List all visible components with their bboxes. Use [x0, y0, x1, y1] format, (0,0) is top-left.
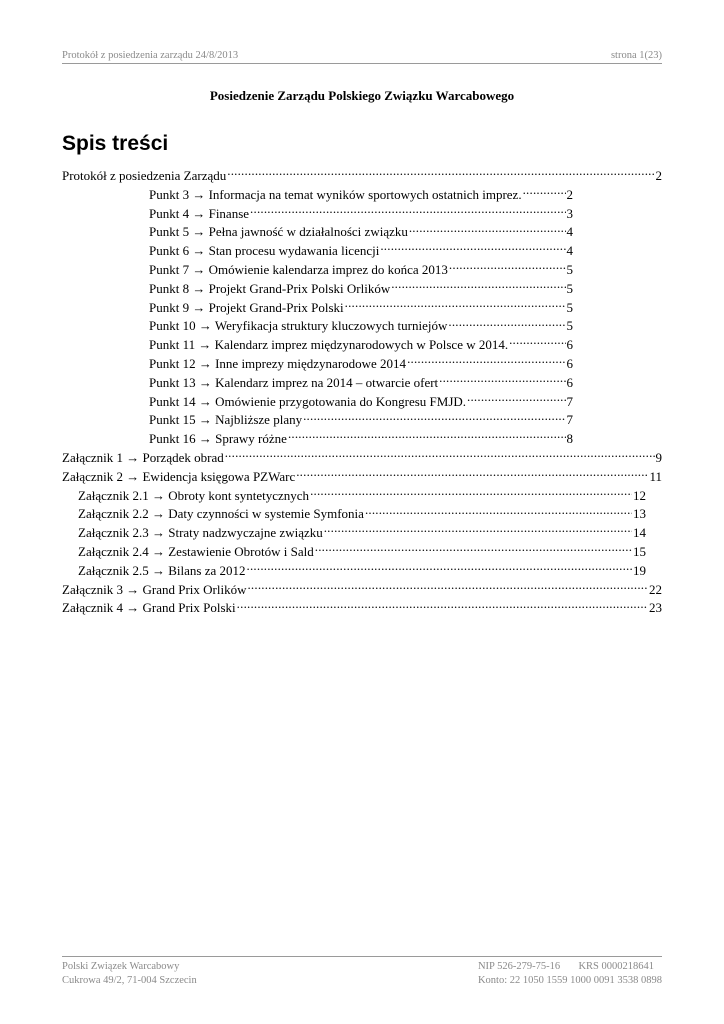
toc-entry-page: 2 — [655, 168, 662, 183]
toc-leader-dots — [303, 410, 565, 424]
toc-entry-page: 15 — [633, 543, 646, 559]
toc-entry[interactable] — [62, 316, 573, 335]
toc-entry-text: Załącznik 4 → Grand Prix Polski — [62, 600, 236, 616]
toc-entry[interactable] — [62, 392, 573, 411]
toc-entry-text: Załącznik 1 → Porządek obrad — [62, 449, 224, 465]
toc-leader-dots — [315, 542, 632, 556]
toc-entry-page: 23 — [649, 600, 662, 616]
toc-entry[interactable] — [62, 429, 573, 448]
toc-entry-page: 12 — [633, 487, 646, 503]
toc-entry-page: 13 — [633, 506, 646, 522]
page-header — [62, 50, 662, 64]
toc-entry-text: Załącznik 3 → Grand Prix Orlików — [62, 581, 247, 597]
toc-entry[interactable] — [62, 185, 573, 204]
page-footer — [62, 956, 662, 988]
toc-entry-text: Załącznik 2.1 → Obroty kont syntetycznych — [78, 487, 310, 503]
toc-leader-dots — [449, 260, 566, 274]
toc-entry[interactable] — [62, 260, 573, 279]
toc-entry-text: Punkt 16 → Sprawy różne — [149, 431, 287, 447]
toc-entry-page: 5 — [566, 318, 573, 334]
toc-entry[interactable] — [62, 542, 646, 561]
toc-entry[interactable] — [62, 166, 662, 185]
toc-leader-dots — [467, 392, 565, 406]
toc-entry-page: 19 — [633, 562, 646, 578]
toc-leader-dots — [448, 316, 565, 330]
toc-entry-page: 14 — [633, 525, 646, 541]
header-document-title: Protokół z posiedzenia zarządu 24/8/2013 — [62, 50, 239, 61]
toc-entry-text: Punkt 13 → Kalendarz imprez na 2014 – otwarcie ofert — [149, 374, 439, 390]
toc-leader-dots — [296, 467, 648, 481]
toc-entry-page: 4 — [566, 224, 573, 240]
toc-entry-text: Punkt 15 → Najbliższe plany — [149, 412, 303, 428]
toc-entry-text: Punkt 8 → Projekt Grand-Prix Polski Orlików — [149, 280, 391, 296]
toc-entry[interactable] — [62, 298, 573, 317]
toc-leader-dots — [227, 166, 654, 180]
toc-entry-text: Punkt 11 → Kalendarz imprez międzynarodowych w Polsce w 2014. — [149, 337, 509, 353]
toc-entry-text: Punkt 4 → Finanse — [149, 205, 250, 221]
toc-entry-page: 11 — [649, 468, 662, 484]
toc-entry-page: 6 — [566, 374, 573, 390]
toc-entry[interactable] — [62, 467, 662, 486]
toc-leader-dots — [407, 354, 565, 368]
toc-entry[interactable] — [62, 410, 573, 429]
toc-entry[interactable] — [62, 373, 573, 392]
toc-entry-page: 22 — [649, 581, 662, 597]
toc-heading: Spis treści — [62, 132, 169, 155]
footer-bank-account: Konto: 22 1050 1559 1000 0091 3538 0898 — [477, 975, 662, 986]
toc-entry-text: Punkt 10 → Weryfikacja struktury kluczowych turniejów — [149, 318, 448, 334]
toc-leader-dots — [247, 561, 632, 575]
toc-entry-text: Załącznik 2.4 → Zestawienie Obrotów i Sald — [78, 543, 314, 559]
toc-entry-page: 7 — [566, 412, 573, 428]
toc-entry-text: Punkt 9 → Projekt Grand-Prix Polski — [149, 299, 344, 315]
toc-leader-dots — [247, 580, 648, 594]
toc-entry-text: Punkt 6 → Stan procesu wydawania licencji — [149, 243, 380, 259]
header-page-number: strona 1(23) — [610, 50, 662, 61]
toc-leader-dots — [409, 222, 566, 236]
toc-leader-dots — [439, 373, 565, 387]
toc-entry-text: Punkt 12 → Inne imprezy międzynarodowe 2014 — [149, 355, 407, 371]
toc-entry-page: 6 — [566, 337, 573, 353]
page-title: Posiedzenie Zarządu Polskiego Związku Warcabowego — [209, 88, 515, 103]
toc-entry[interactable] — [62, 241, 573, 260]
toc-entry-text: Punkt 5 → Pełna jawność w działalności związku — [149, 224, 408, 240]
toc-entry[interactable] — [62, 335, 573, 354]
toc-entry[interactable] — [62, 598, 662, 617]
toc-leader-dots — [225, 448, 655, 462]
toc-entry-text: Punkt 14 → Omówienie przygotowania do Kongresu FMJD. — [149, 393, 467, 409]
toc-entry-text: Załącznik 2.2 → Daty czynności w systemie Symfonia — [78, 506, 364, 522]
table-of-contents — [62, 166, 662, 617]
toc-leader-dots — [237, 598, 648, 612]
toc-entry-page: 3 — [566, 205, 573, 221]
toc-leader-dots — [365, 504, 632, 518]
toc-entry[interactable] — [62, 504, 646, 523]
toc-entry-page: 5 — [566, 280, 573, 296]
toc-entry-text: Punkt 7 → Omówienie kalendarza imprez do końca 2013 — [149, 261, 448, 277]
toc-entry[interactable] — [62, 580, 662, 599]
toc-entry-page: 8 — [566, 431, 573, 447]
toc-leader-dots — [324, 523, 632, 537]
toc-entry[interactable] — [62, 523, 646, 542]
toc-entry-text: Załącznik 2.3 → Straty nadzwyczajne związku — [78, 525, 323, 541]
toc-entry-page: 4 — [566, 243, 573, 259]
toc-leader-dots — [288, 429, 566, 443]
toc-leader-dots — [345, 298, 566, 312]
toc-leader-dots — [250, 204, 565, 218]
toc-entry[interactable] — [62, 222, 573, 241]
toc-entry-page: 5 — [566, 299, 573, 315]
toc-entry-page: 7 — [566, 393, 573, 409]
footer-address — [62, 960, 197, 988]
footer-registration — [478, 960, 662, 988]
footer-nip-krs: NIP 526-279-75-16 KRS 0000218641 — [477, 961, 655, 972]
toc-leader-dots — [509, 335, 565, 349]
footer-org-name: Polski Związek Warcabowy — [62, 961, 180, 972]
toc-entry-text: Załącznik 2.5 → Bilans za 2012 — [78, 562, 246, 578]
toc-leader-dots — [523, 185, 566, 199]
toc-entry-page: 9 — [655, 449, 662, 465]
toc-leader-dots — [380, 241, 565, 255]
toc-entry[interactable] — [62, 204, 573, 223]
toc-entry[interactable] — [62, 279, 573, 298]
toc-entry[interactable] — [62, 448, 662, 467]
toc-leader-dots — [310, 486, 632, 500]
footer-org-address: Cukrowa 49/2, 71-004 Szczecin — [62, 975, 197, 986]
toc-entry-page: 6 — [566, 355, 573, 371]
toc-entry-page: 5 — [566, 261, 573, 277]
toc-entry-page: 2 — [566, 186, 573, 202]
toc-entry-text: Punkt 3 → Informacja na temat wyników sportowych ostatnich imprez. — [149, 186, 522, 202]
toc-entry-text: Protokół z posiedzenia Zarządu — [62, 168, 227, 183]
toc-entry[interactable] — [62, 354, 573, 373]
toc-leader-dots — [391, 279, 565, 293]
toc-entry-text: Załącznik 2 → Ewidencja księgowa PZWarc — [62, 468, 296, 484]
toc-entry[interactable] — [62, 486, 646, 505]
toc-entry[interactable] — [62, 561, 646, 580]
